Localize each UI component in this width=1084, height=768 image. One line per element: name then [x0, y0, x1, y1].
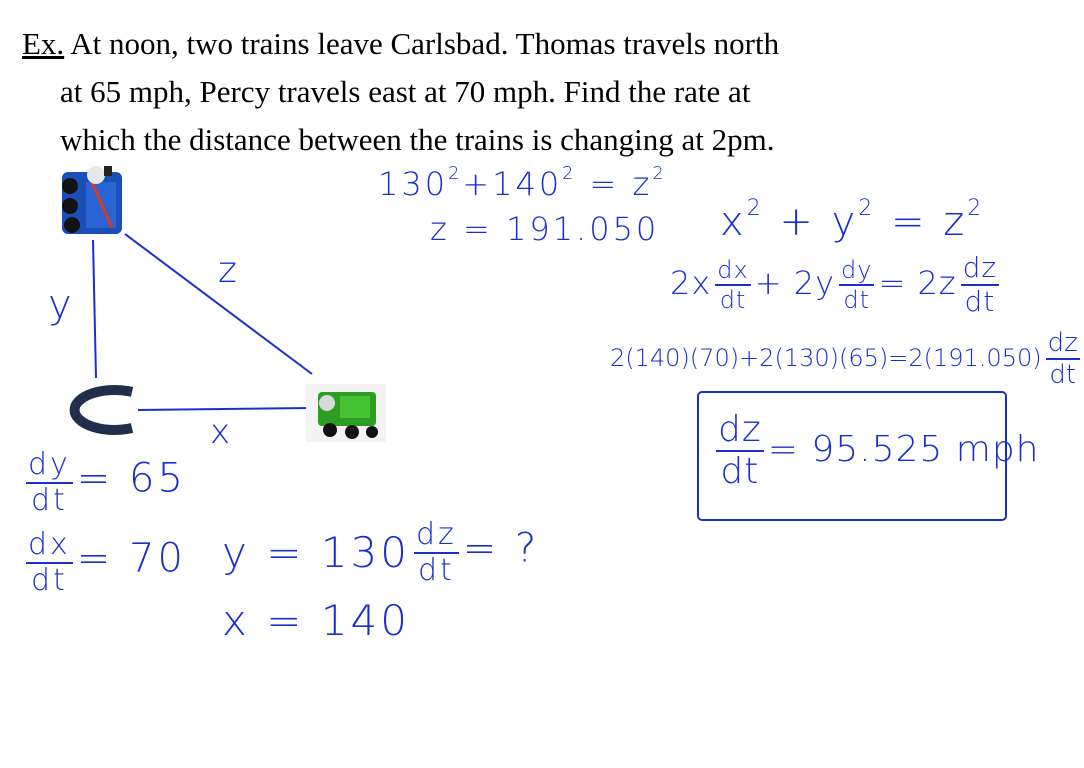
dx-dt-rate: $\frac{dx}{dt}$ = 70: [28, 527, 186, 598]
y-value: y = 130: [222, 528, 410, 577]
side-x-line: [138, 408, 312, 410]
substitution-equation: 2(140)(70)+2(130)(65)=2(191.050) $\frac{dz}{dt}$: [610, 328, 1078, 390]
distance-equation: $130^2+140^2 = z^2$: [378, 164, 667, 203]
problem-line-1: Ex. At noon, two trains leave Carlsbad. Thomas travels north: [22, 26, 780, 61]
label-y: y: [48, 282, 75, 328]
z-value: z = 191.050: [430, 210, 660, 248]
example-label: Ex.: [22, 26, 65, 61]
derivative-equation: 2x $\frac{dx}{dt}$ + 2y $\frac{dy}{dt}$ = 2z $\frac{dz}{dt}$: [670, 251, 998, 318]
percy-train-icon: [306, 384, 386, 442]
problem-line-2: at 65 mph, Percy travels east at 70 mph. Find the rate at: [60, 74, 751, 109]
label-x: x: [210, 412, 234, 452]
dz-dt-unknown: $\frac{dz}{dt}$ = ?: [416, 517, 540, 588]
label-z: z: [218, 250, 240, 291]
dy-dt-rate: $\frac{dy}{dt}$ = 65: [28, 447, 186, 518]
thomas-train-icon: [62, 166, 122, 234]
city-logo-icon: [75, 390, 132, 430]
problem-line-3: which the distance between the trains is changing at 2pm.: [60, 122, 775, 157]
x-value: x = 140: [222, 596, 410, 645]
final-answer: $\frac{dz}{dt}$ = 95.525 mph: [718, 409, 1040, 492]
pythagorean-equation: $x^2 + y^2 = z^2$: [720, 196, 985, 245]
side-y-line: [93, 240, 96, 378]
